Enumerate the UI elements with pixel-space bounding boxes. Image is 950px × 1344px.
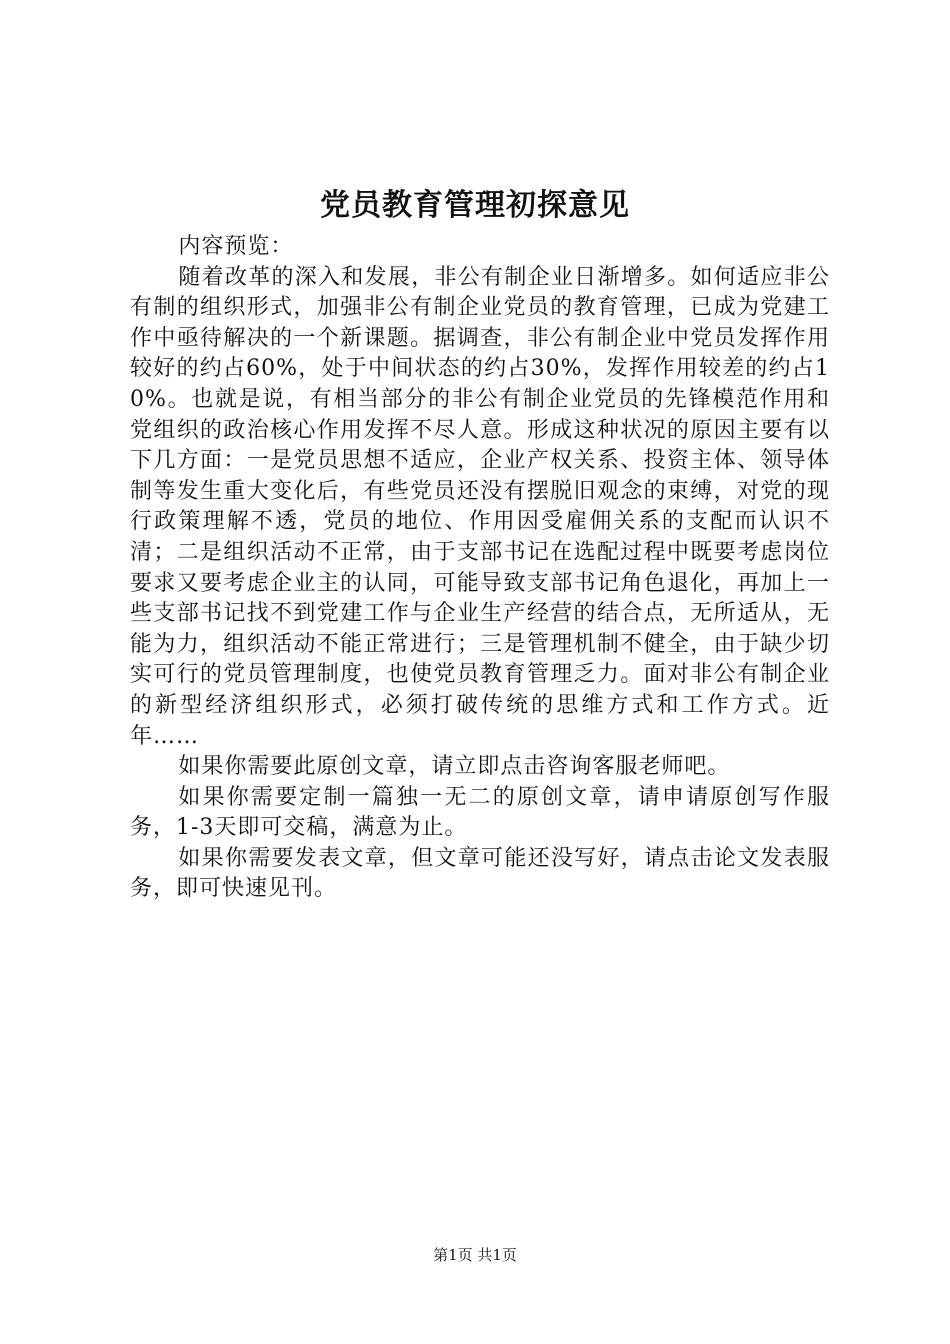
document-title: 党员教育管理初探意见 [320, 188, 630, 223]
body-paragraph-custom-writing: 如果你需要定制一篇独一无二的原创文章，请申请原创写作服务，1-3天即可交稿，满意为止。 [130, 784, 830, 841]
document-body [130, 232, 830, 905]
preview-label: 内容预览： [178, 234, 294, 259]
body-paragraph-consult: 如果你需要此原创文章，请立即点击咨询客服老师吧。 [178, 754, 731, 780]
page-indicator: 第1页 共1页 [433, 1246, 517, 1264]
body-paragraph-summary: 随着改革的深入和发展，非公有制企业日渐增多。如何适应非公有制的组织形式，加强非公有制企业党员的教育管理，已成为党建工作中亟待解决的一个新课题。据调查，非公有制企业中党员发挥作用较好的约占60%，处于中间状态的约占30%，发挥作用较差的约占10%。也就是说，有相当部分的非公有制企业党员的先锋模范作用和党组织的政治核心作用发挥不尽人意。形成这种状况的原因主要有以下几方面：一是党员思想不适应，企业产权关系、投资主体、领导体制等发生重大变化后，有些党员还没有摆脱旧观念的束缚，对党的现行政策理解不透，党员的地位、作用因受雇佣关系的支配而认识不清；二是组织活动不正常，由于支部书记在选配过程中既要考虑岗位要求又要考虑企业主的认同，可能导致支部书记角色退化，再加上一些支部书记找不到党建工作与企业生产经营的结合点，无所适从，无能为力，组织活动不能正常进行；三是管理机制不健全，由于缺少切实可行的党员管理制度，也使党员教育管理乏力。面对非公有制企业的新型经济组织形式，必须打破传统的思维方式和工作方式。近年…… [130, 264, 830, 749]
body-paragraph-publishing: 如果你需要发表文章，但文章可能还没写好，请点击论文发表服务，即可快速见刊。 [130, 845, 830, 902]
